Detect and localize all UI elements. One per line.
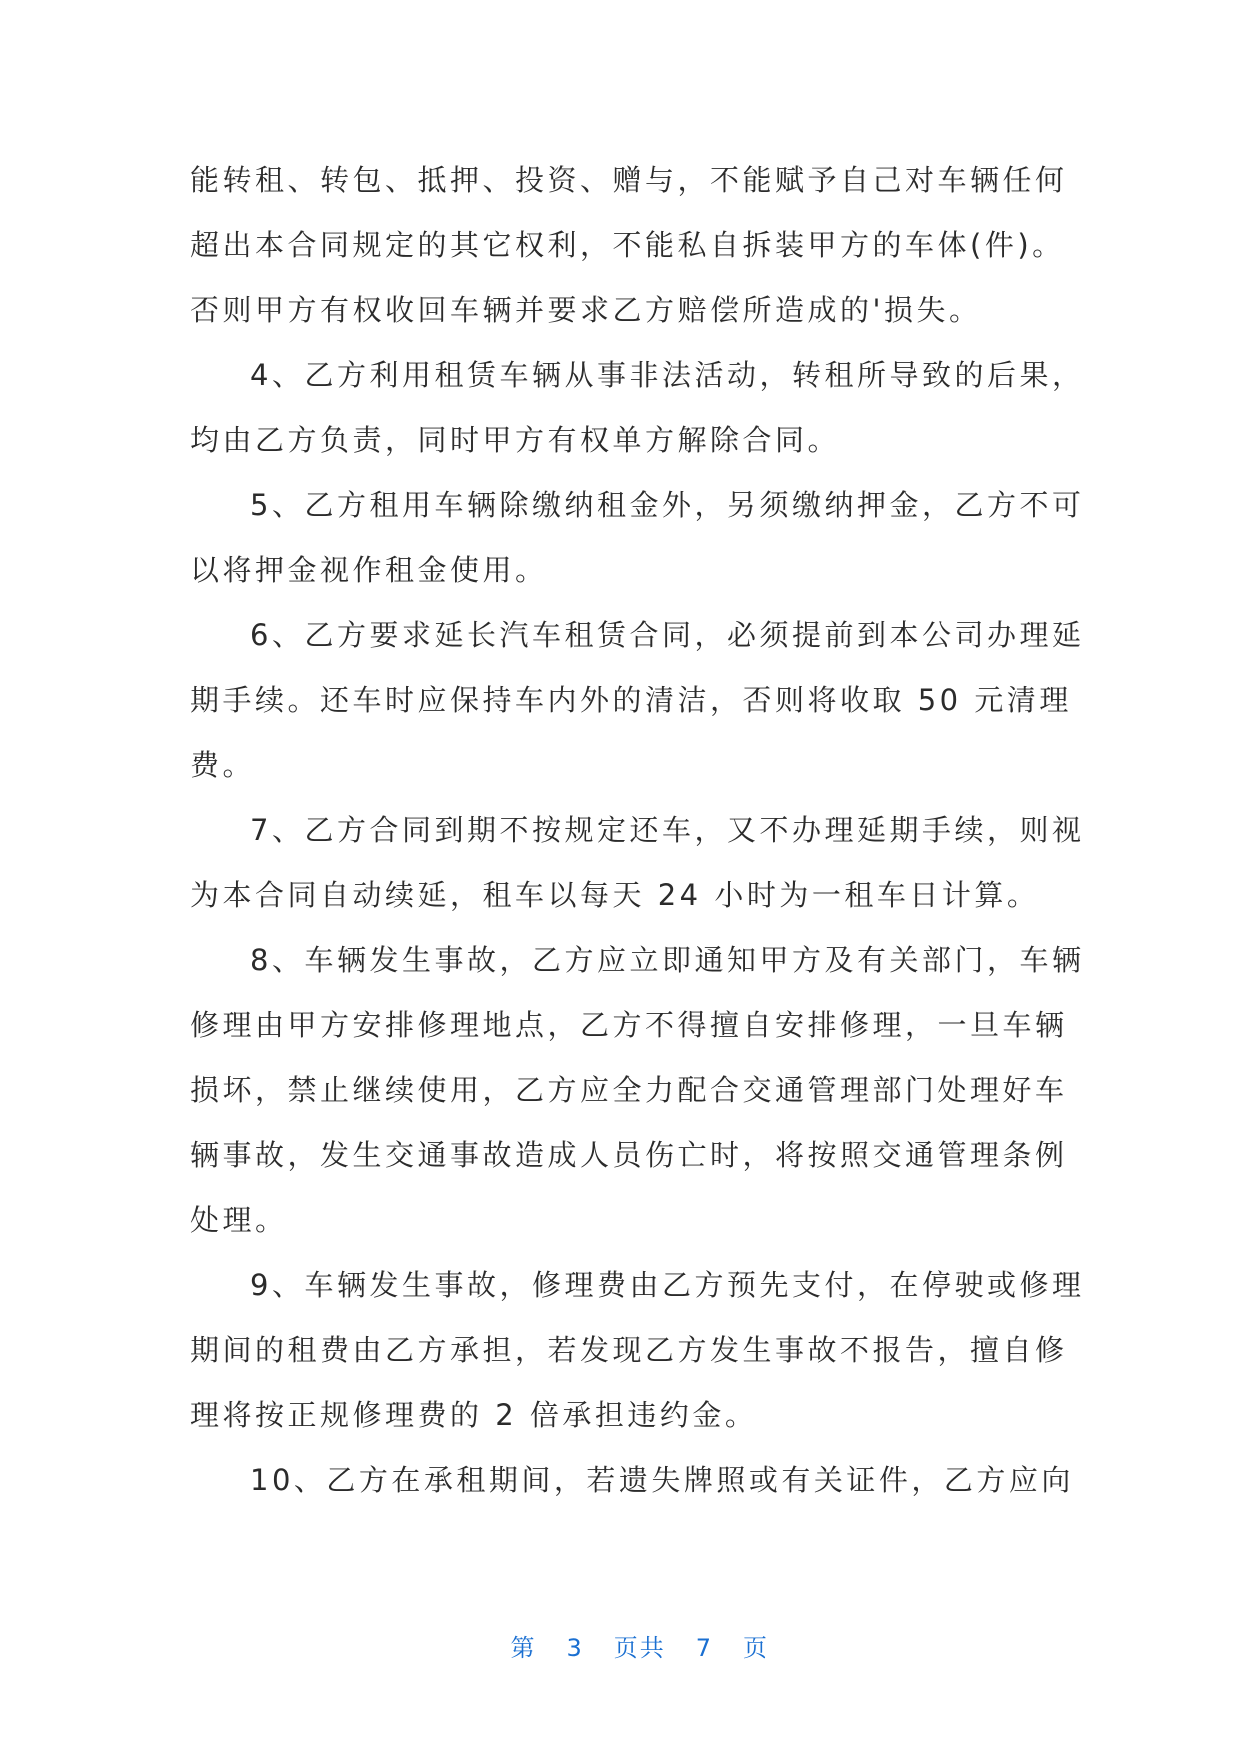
text-line: 7、乙方合同到期不按规定还车，又不办理延期手续，则视 [250, 813, 1085, 847]
text-line: 9、车辆发生事故，修理费由乙方预先支付，在停驶或修理 [250, 1268, 1085, 1302]
text-line: 10、乙方在承租期间，若遗失牌照或有关证件，乙方应向 [250, 1463, 1074, 1497]
text-line: 为本合同自动续延，租车以每天 24 小时为一租车日计算。 [190, 878, 1040, 912]
footer-middle: 页共 [613, 1634, 666, 1662]
text-line: 5、乙方租用车辆除缴纳租金外，另须缴纳押金，乙方不可 [250, 488, 1085, 522]
document-body [190, 148, 1085, 1513]
text-line: 期间的租费由乙方承担，若发现乙方发生事故不报告，擅自修 [190, 1333, 1068, 1367]
text-line: 8、车辆发生事故，乙方应立即通知甲方及有关部门，车辆 [250, 943, 1085, 977]
text-line: 处理。 [190, 1203, 288, 1237]
footer-suffix: 页 [743, 1634, 770, 1662]
text-line: 否则甲方有权收回车辆并要求乙方赔偿所造成的'损失。 [190, 293, 982, 327]
text-line: 以将押金视作租金使用。 [190, 553, 548, 587]
text-line: 期手续。还车时应保持车内外的清洁，否则将收取 50 元清理 [190, 683, 1072, 717]
text-line: 理将按正规修理费的 2 倍承担违约金。 [190, 1398, 758, 1432]
text-line: 超出本合同规定的其它权利，不能私自拆装甲方的车体(件)。 [190, 228, 1065, 262]
text-line: 修理由甲方安排修理地点，乙方不得擅自安排修理，一旦车辆 [190, 1008, 1068, 1042]
text-line: 费。 [190, 748, 256, 782]
text-line: 损坏，禁止继续使用，乙方应全力配合交通管理部门处理好车 [190, 1073, 1068, 1107]
text-line: 辆事故，发生交通事故造成人员伤亡时，将按照交通管理条例 [190, 1138, 1068, 1172]
footer-current-page: 3 [566, 1634, 584, 1662]
text-line: 4、乙方利用租赁车辆从事非法活动，转租所导致的后果， [250, 358, 1085, 392]
text-line: 均由乙方负责，同时甲方有权单方解除合同。 [190, 423, 841, 457]
page-footer [0, 1600, 1241, 1691]
footer-total-pages: 7 [695, 1634, 714, 1662]
text-line: 能转租、转包、抵押、投资、赠与，不能赋予自己对车辆任何 [190, 163, 1068, 197]
footer-prefix: 第 [510, 1634, 537, 1662]
text-line: 6、乙方要求延长汽车租赁合同，必须提前到本公司办理延 [250, 618, 1085, 652]
